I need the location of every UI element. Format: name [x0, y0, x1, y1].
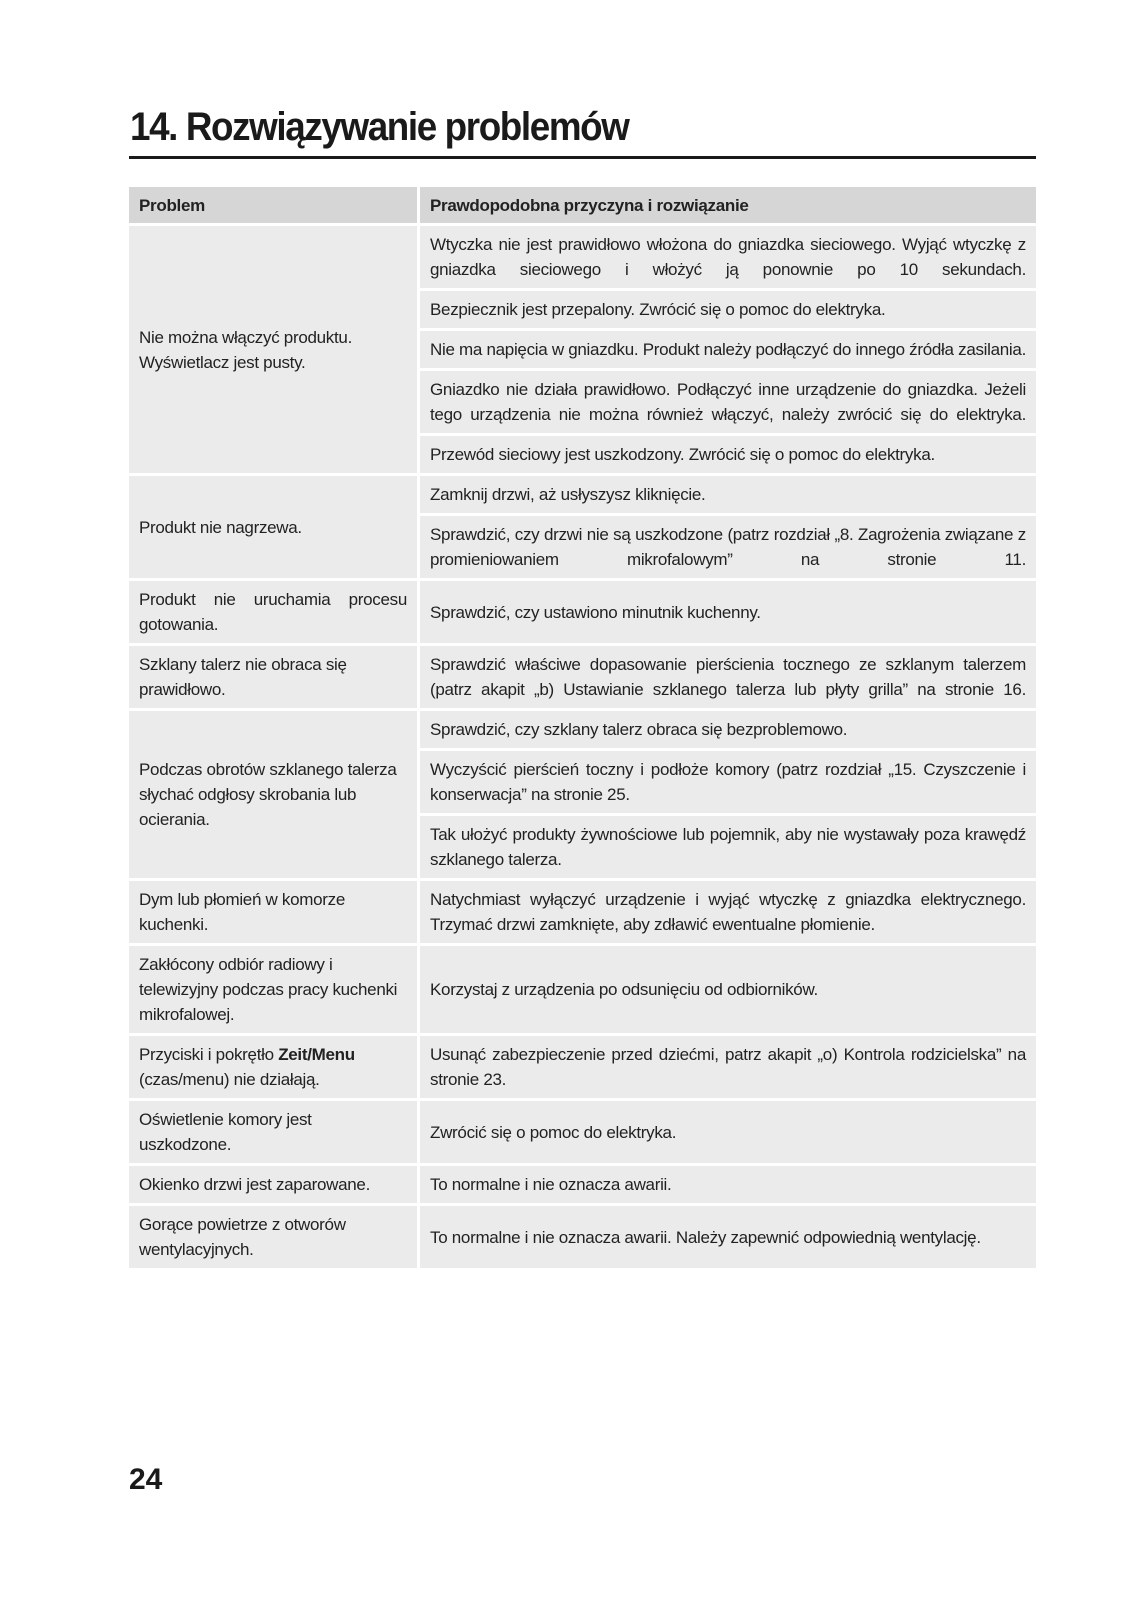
solution-cell: To normalne i nie oznacza awarii. [420, 1166, 1036, 1206]
problem-text: Przyciski i pokrętło [139, 1045, 279, 1064]
solution-cell: Wtyczka nie jest prawidłowo włożona do gniazdka sieciowego. Wyjąć wtyczkę z gniazdka sieciowego i włożyć ją ponownie po 10 sekundach. [420, 226, 1036, 291]
table-row [129, 881, 1036, 946]
problem-line: Wyświetlacz jest pusty. [139, 352, 306, 372]
table-row [129, 581, 1036, 646]
problem-cell: Produkt nie nagrzewa. [129, 476, 420, 581]
solution-cell: Zwrócić się o pomoc do elektryka. [420, 1101, 1036, 1166]
problem-cell: Okienko drzwi jest zaparowane. [129, 1166, 420, 1206]
table-header-row [129, 187, 1036, 226]
table-row [129, 476, 1036, 516]
solution-cell: Usunąć zabezpieczenie przed dziećmi, patrz akapit „o) Kontrola rodzicielska” na stronie 23. [420, 1036, 1036, 1101]
page-title: 14. Rozwiązywanie problemów [130, 105, 629, 149]
solution-cell: Tak ułożyć produkty żywnościowe lub pojemnik, aby nie wystawały poza krawędź szklanego talerza. [420, 816, 1036, 881]
page-number: 24 [129, 1463, 163, 1496]
solution-cell: Korzystaj z urządzenia po odsunięciu od odbiorników. [420, 946, 1036, 1036]
problem-cell: Szklany talerz nie obraca się prawidłowo. [129, 646, 420, 711]
header-problem: Problem [129, 187, 420, 226]
table-row [129, 946, 1036, 1036]
problem-cell: Oświetlenie komory jest uszkodzone. [129, 1101, 420, 1166]
button-name: Zeit/Menu [278, 1045, 355, 1064]
solution-cell: Sprawdzić, czy szklany talerz obraca się bezproblemowo. [420, 711, 1036, 751]
table-row [129, 226, 1036, 291]
troubleshooting-table [129, 187, 1036, 1271]
problem-cell [129, 1036, 420, 1101]
solution-cell: Sprawdzić, czy drzwi nie są uszkodzone (patrz rozdział „8. Zagrożenia związane z promieniowaniem mikrofalowym” na stronie 11. [420, 516, 1036, 581]
solution-cell: Sprawdzić, czy ustawiono minutnik kuchenny. [420, 581, 1036, 646]
solution-cell: Przewód sieciowy jest uszkodzony. Zwrócić się o pomoc do elektryka. [420, 436, 1036, 476]
problem-line: Nie można włączyć produktu. [139, 327, 352, 347]
table-row [129, 646, 1036, 711]
table-row [129, 1166, 1036, 1206]
solution-cell: Sprawdzić właściwe dopasowanie pierścienia tocznego ze szklanym talerzem (patrz akapit „b) Ustawianie szklanego talerza lub płyty grilla” na stronie 16. [420, 646, 1036, 711]
table-row [129, 1101, 1036, 1166]
problem-cell: Gorące powietrze z otworów wentylacyjnych. [129, 1206, 420, 1271]
table-row [129, 1206, 1036, 1271]
solution-cell: Bezpiecznik jest przepalony. Zwrócić się o pomoc do elektryka. [420, 291, 1036, 331]
problem-cell: Dym lub płomień w komorze kuchenki. [129, 881, 420, 946]
problem-cell: Podczas obrotów szklanego talerza słychać odgłosy skrobania lub ocierania. [129, 711, 420, 881]
solution-cell: Zamknij drzwi, aż usłyszysz kliknięcie. [420, 476, 1036, 516]
problem-cell: Zakłócony odbiór radiowy i telewizyjny podczas pracy kuchenki mikrofalowej. [129, 946, 420, 1036]
header-solution: Prawdopodobna przyczyna i rozwiązanie [420, 187, 1036, 226]
solution-cell: To normalne i nie oznacza awarii. Należy zapewnić odpowiednią wentylację. [420, 1206, 1036, 1271]
solution-cell: Nie ma napięcia w gniazdku. Produkt należy podłączyć do innego źródła zasilania. [420, 331, 1036, 371]
problem-text: (czas/menu) nie działają. [139, 1070, 320, 1089]
solution-cell: Wyczyścić pierścień toczny i podłoże komory (patrz rozdział „15. Czyszczenie i konserwacja” na stronie 25. [420, 751, 1036, 816]
problem-cell: Produkt nie uruchamia procesu gotowania. [129, 581, 420, 646]
table-row [129, 711, 1036, 751]
solution-cell: Gniazdko nie działa prawidłowo. Podłączyć inne urządzenie do gniazdka. Jeżeli tego urządzenia nie można również włączyć, należy zwrócić się do elektryka. [420, 371, 1036, 436]
title-divider [129, 156, 1036, 159]
problem-cell [129, 226, 420, 476]
table-row [129, 1036, 1036, 1101]
solution-cell: Natychmiast wyłączyć urządzenie i wyjąć wtyczkę z gniazdka elektrycznego. Trzymać drzwi zamknięte, aby zdławić ewentualne płomienie. [420, 881, 1036, 946]
